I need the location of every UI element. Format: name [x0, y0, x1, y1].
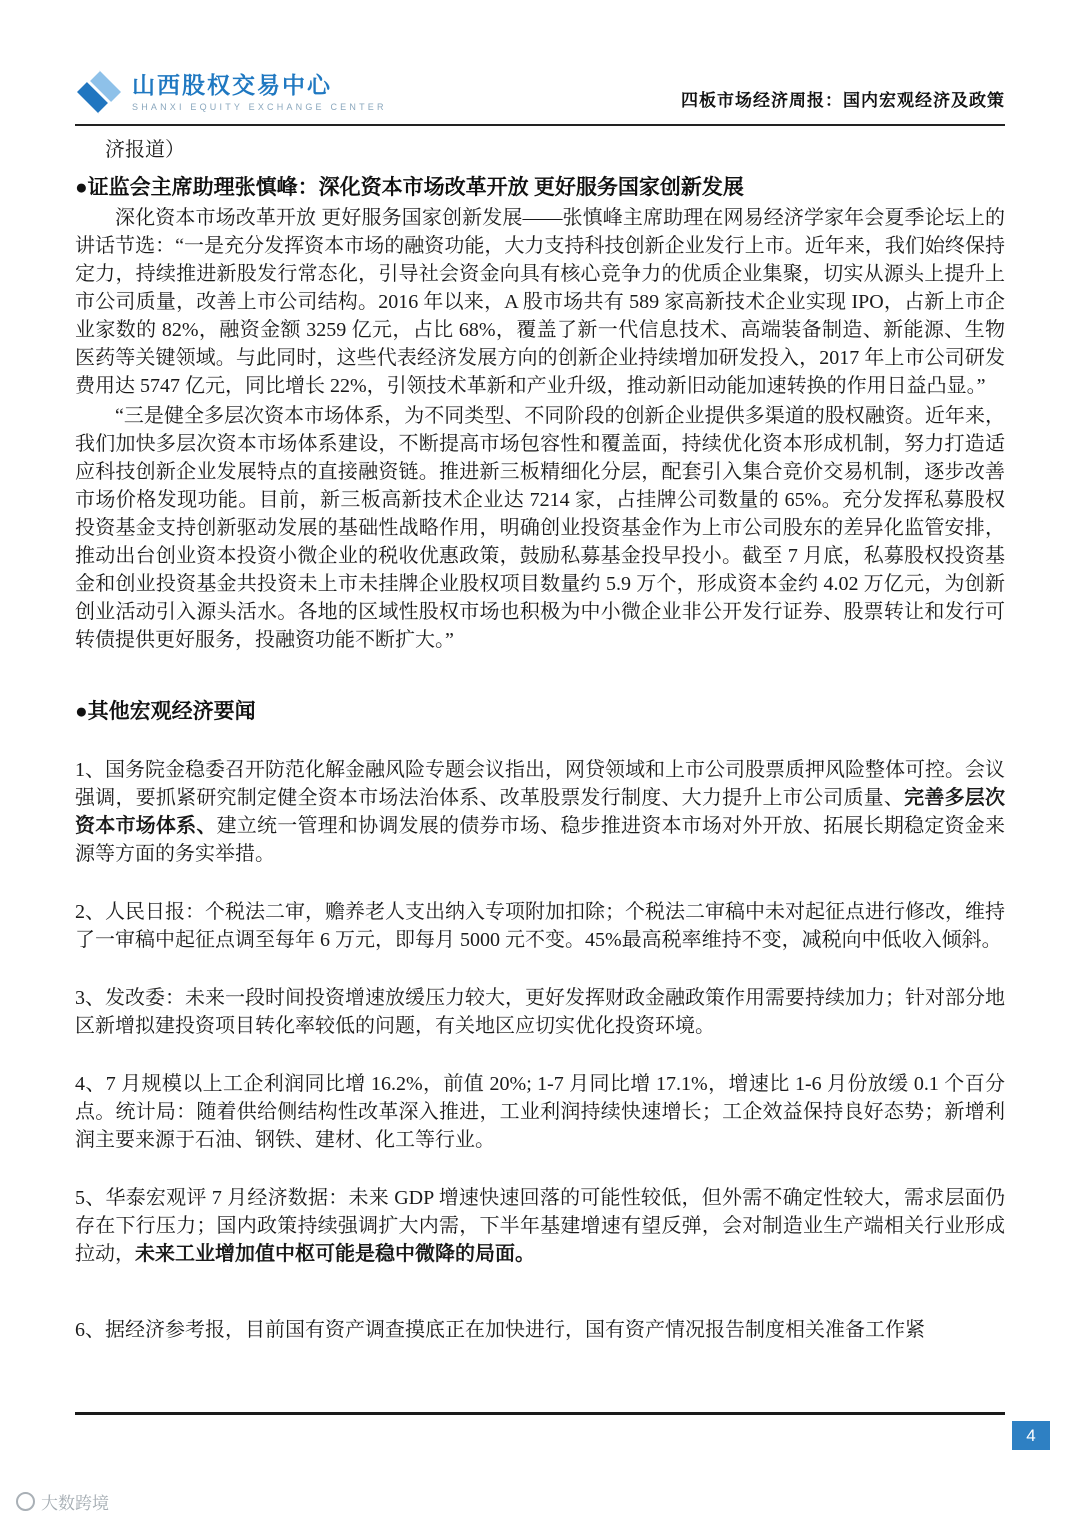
watermark-logo-icon	[16, 1492, 35, 1511]
news-item-1-text: 1、国务院金稳委召开防范化解金融风险专题会议指出，网贷领域和上市公司股票质押风险整体可控。会议强调，要抓紧研究制定健全资本市场法治体系、改革股票发行制度、大力提升上市公司质量、	[75, 759, 1005, 809]
section1-paragraph-2: “三是健全多层次资本市场体系，为不同类型、不同阶段的创新企业提供多渠道的股权融资。近年来，我们加快多层次资本市场体系建设，不断提高市场包容性和覆盖面，持续优化资本形成机制，努力打造适应科技创新企业发展特点的直接融资链。推进新三板精细化分层，配套引入集合竞价交易机制，逐步改善市场价格发现功能。目前，新三板高新技术企业达 7214 家，占挂牌公司数量的 65%。充分发挥私募股权投资基金支持创新驱动发展的基础性战略作用，明确创业投资基金作为上市公司股东的差异化监管安排，推动出台创业资本投资小微企业的税收优惠政策，鼓励私募基金投早投小。截至 7 月底，私募股权投资基金和创业投资基金共投资未上市未挂牌企业股权项目数量约 5.9 万个，形成资本金约 4.02 万亿元，为创新创业活动引入源头活水。各地的区域性股权市场也积极为中小微企业非公开发行证券、股票转让和发行可转债提供更好服务，投融资功能不断扩大。”	[75, 405, 1005, 651]
logo	[75, 68, 387, 116]
news-item-2	[75, 898, 1005, 954]
watermark-text: 大数跨境	[41, 1494, 109, 1513]
news-item-6	[75, 1316, 1005, 1344]
watermark	[16, 1489, 109, 1514]
report-title: 四板市场经济周报：国内宏观经济及政策	[681, 91, 1005, 110]
news-item-1	[75, 756, 1005, 868]
news-item-3-text: 3、发改委：未来一段时间投资增速放缓压力较大，更好发挥财政金融政策作用需要持续加力；针对部分地区新增拟建投资项目转化率较低的问题，有关地区应切实优化投资环境。	[75, 987, 1005, 1037]
content	[0, 126, 1080, 1344]
logo-title: 山西股权交易中心	[132, 71, 332, 98]
logo-icon	[75, 68, 123, 116]
news-item-5-bold-text: 未来工业增加值中枢可能是稳中微降的局面。	[135, 1243, 535, 1265]
page-header	[0, 0, 1080, 116]
news-item-4-text: 4、7 月规模以上工企利润同比增 16.2%，前值 20%; 1-7 月同比增 17.1%，增速比 1-6 月份放缓 0.1 个百分点。统计局：随着供给侧结构性改革深入推进，工业利润持续快速增长；工企效益保持良好态势；新增利润主要来源于石油、钢铁、建材、化工等行业。	[75, 1073, 1005, 1151]
continuation-line: 济报道）	[105, 139, 185, 161]
logo-subtitle: SHANXI EQUITY EXCHANGE CENTER	[132, 102, 387, 113]
page-number-badge: 4	[1012, 1421, 1050, 1450]
news-item-4	[75, 1070, 1005, 1154]
section1-headline: ●证监会主席助理张慎峰：深化资本市场改革开放 更好服务国家创新发展	[75, 175, 744, 199]
footer-rule	[75, 1412, 1005, 1415]
section1-paragraph-1: 深化资本市场改革开放 更好服务国家创新发展——张慎峰主席助理在网易经济学家年会夏季论坛上的讲话节选：“一是充分发挥资本市场的融资功能，大力支持科技创新企业发行上市。近年来，我们始终保持定力，持续推进新股发行常态化，引导社会资金向具有核心竞争力的优质企业集聚，切实从源头上提升上市公司质量，改善上市公司结构。2016 年以来，A 股市场共有 589 家高新技术企业实现 IPO，占新上市企业家数的 82%，融资金额 3259 亿元，占比 68%，覆盖了新一代信息技术、高端装备制造、新能源、生物医药等关键领域。与此同时，这些代表经济发展方向的创新企业持续增加研发投入，2017 年上市公司研发费用达 5747 亿元，同比增长 22%，引领技术革新和产业升级，推动新旧动能加速转换的作用日益凸显。”	[75, 207, 1005, 397]
news-item-3	[75, 984, 1005, 1040]
section2-headline: ●其他宏观经济要闻	[75, 699, 256, 723]
news-item-6-text: 6、据经济参考报，目前国有资产调查摸底正在加快进行，国有资产情况报告制度相关准备工作紧	[75, 1319, 925, 1341]
news-item-5-text: 5、华泰宏观评 7 月经济数据：未来 GDP 增速快速回落的可能性较低，但外需不确定性较大，需求层面仍存在下行压力；国内政策持续强调扩大内需，下半年基建增速有望反弹，会对制造业生产端相关行业形成拉动，	[75, 1187, 1005, 1265]
logo-text	[132, 72, 387, 112]
news-item-1-bold-text: 完善多层次资本市场体系、	[75, 787, 1006, 837]
news-item-2-text: 2、人民日报：个税法二审，赡养老人支出纳入专项附加扣除；个税法二审稿中未对起征点进行修改，维持了一审稿中起征点调至每年 6 万元，即每月 5000 元不变。45%最高税率维持不变，减税向中低收入倾斜。	[75, 901, 1005, 951]
news-item-5	[75, 1184, 1005, 1268]
news-item-1-text-tail: 建立统一管理和协调发展的债券市场、稳步推进资本市场对外开放、拓展长期稳定资金来源等方面的务实举措。	[75, 815, 1006, 865]
